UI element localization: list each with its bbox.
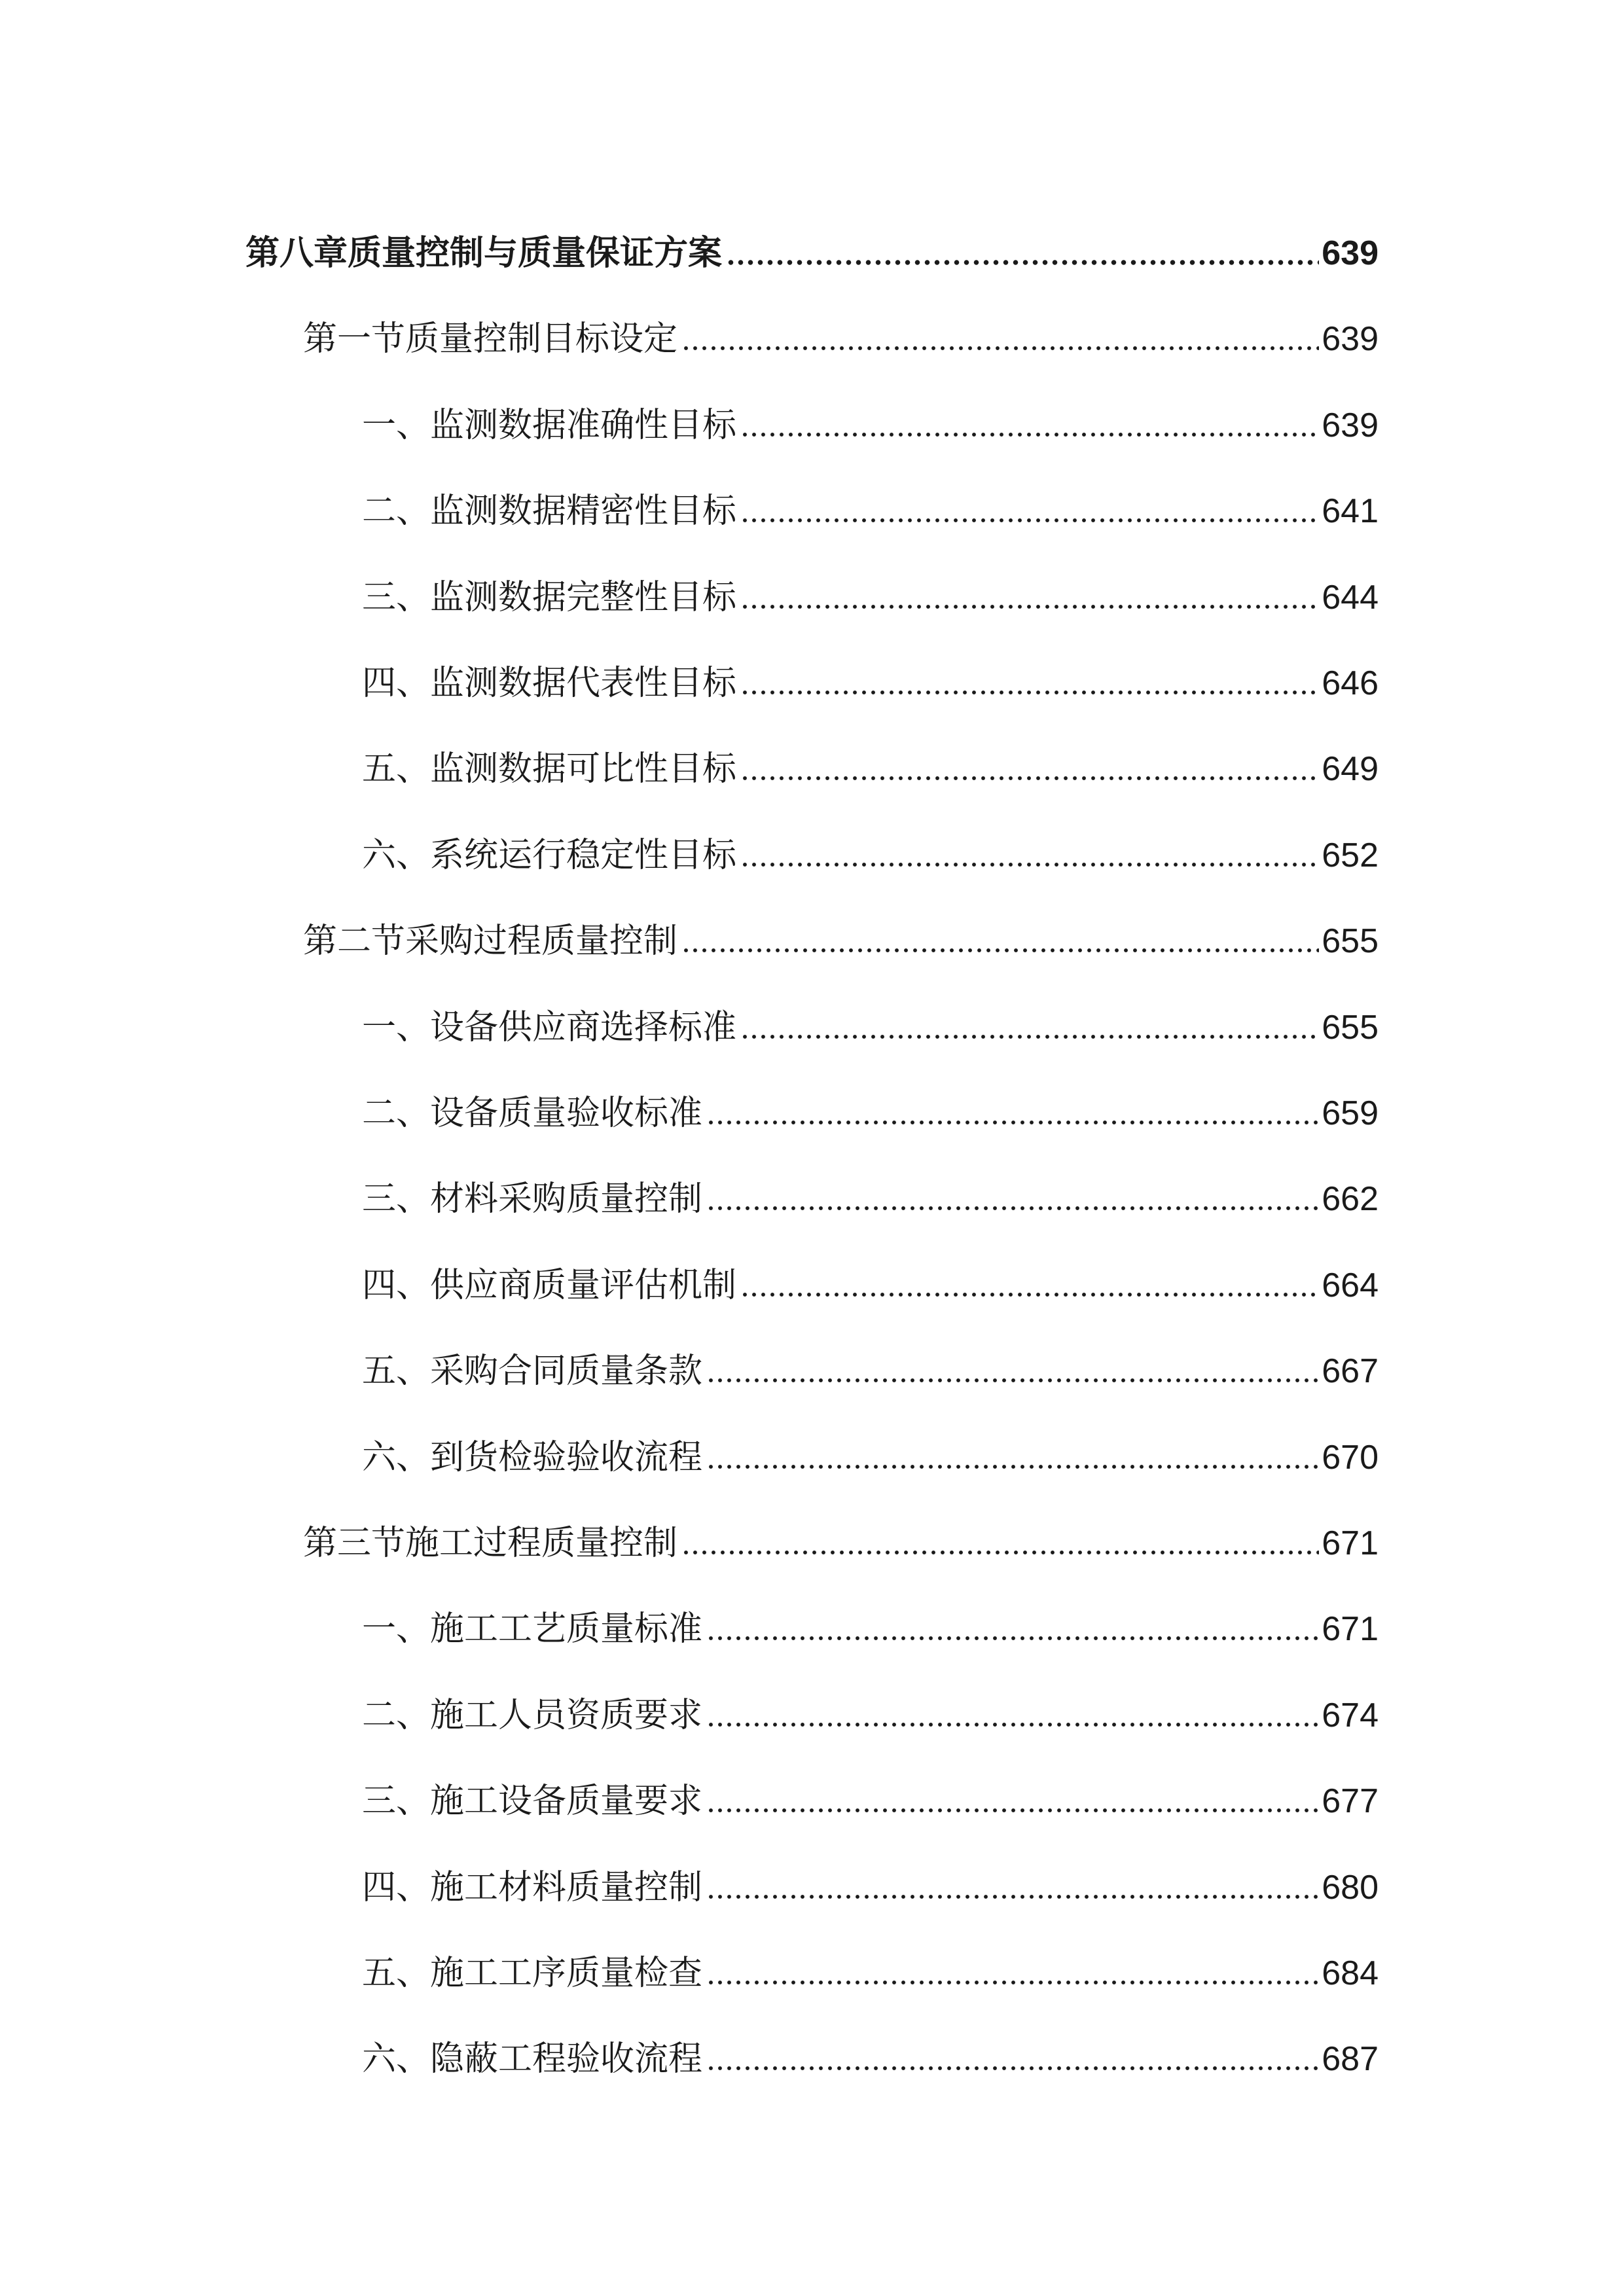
toc-entry-title: 二、施工人员资质要求: [362, 1696, 703, 1735]
toc-entry-title: 六、到货检验验收流程: [362, 1438, 703, 1477]
toc-dot-leader: [740, 1033, 1319, 1040]
toc-subsection-entry[interactable]: [362, 1597, 1379, 1649]
toc-page-number: 674: [1322, 1696, 1379, 1734]
toc-entry-title: 第三节施工过程质量控制: [303, 1524, 678, 1563]
toc-dot-leader: [706, 1635, 1319, 1641]
toc-entry-title: 六、系统运行稳定性目标: [362, 836, 737, 875]
toc-dot-leader: [740, 775, 1319, 781]
toc-entry-title: 四、施工材料质量控制: [362, 1868, 703, 1907]
toc-section-entry[interactable]: [303, 1511, 1379, 1564]
toc-dot-leader: [740, 689, 1319, 696]
toc-entry-title: 三、材料采购质量控制: [362, 1179, 703, 1219]
toc-subsection-entry[interactable]: [362, 1253, 1379, 1306]
toc-subsection-entry[interactable]: [362, 1769, 1379, 1821]
toc-section-entry[interactable]: [303, 909, 1379, 961]
toc-entry-title: 五、监测数据可比性目标: [362, 749, 737, 789]
toc-entry-title: 一、施工工艺质量标准: [362, 1609, 703, 1649]
toc-page-number: 671: [1322, 1610, 1379, 1648]
toc-page-number: 662: [1322, 1180, 1379, 1218]
toc-dot-leader: [740, 861, 1319, 868]
toc-page-number: 655: [1322, 922, 1379, 960]
toc-subsection-entry[interactable]: [362, 996, 1379, 1048]
toc-page-number: 687: [1322, 2040, 1379, 2078]
toc-page-number: 639: [1322, 320, 1379, 358]
toc-page-number: 667: [1322, 1352, 1379, 1390]
toc-dot-leader: [740, 431, 1319, 438]
toc-entry-title: 二、监测数据精密性目标: [362, 492, 737, 531]
toc-entry-title: 一、监测数据准确性目标: [362, 406, 737, 445]
toc-page-number: 652: [1322, 836, 1379, 874]
toc-page-number: 655: [1322, 1009, 1379, 1047]
toc-dot-leader: [706, 1119, 1319, 1126]
toc-entry-title: 五、施工工序质量检查: [362, 1954, 703, 1993]
toc-entry-title: 五、采购合同质量条款: [362, 1352, 703, 1391]
toc-entry-title: 一、设备供应商选择标准: [362, 1008, 737, 1047]
toc-entry-title: 六、隐蔽工程验收流程: [362, 2039, 703, 2079]
toc-page-number: 639: [1322, 234, 1379, 272]
toc-dot-leader: [706, 1979, 1319, 1986]
toc-page-number: 659: [1322, 1094, 1379, 1132]
toc-page-number: 639: [1322, 406, 1379, 444]
toc-entry-title: 四、供应商质量评估机制: [362, 1266, 737, 1305]
toc-subsection-entry[interactable]: [362, 1683, 1379, 1736]
toc-subsection-entry[interactable]: [362, 393, 1379, 446]
toc-page-number: 677: [1322, 1782, 1379, 1820]
toc-subsection-entry[interactable]: [362, 1941, 1379, 1994]
toc-subsection-entry[interactable]: [362, 823, 1379, 876]
toc-dot-leader: [706, 1721, 1319, 1728]
toc-dot-leader: [681, 345, 1319, 351]
toc-entry-title: 第一节质量控制目标设定: [303, 319, 678, 359]
toc-dot-leader: [740, 603, 1319, 610]
toc-subsection-entry[interactable]: [362, 651, 1379, 704]
toc-entry-title: 三、监测数据完整性目标: [362, 578, 737, 617]
toc-dot-leader: [706, 2065, 1319, 2072]
toc-page-number: 671: [1322, 1524, 1379, 1562]
toc-page-number: 644: [1322, 579, 1379, 617]
toc-entry-title: 二、设备质量验收标准: [362, 1094, 703, 1133]
toc-page-number: 680: [1322, 1869, 1379, 1907]
toc-page-number: 646: [1322, 664, 1379, 702]
toc-entry-title: 四、监测数据代表性目标: [362, 664, 737, 703]
toc-dot-leader: [681, 1549, 1319, 1556]
toc-dot-leader: [706, 1377, 1319, 1384]
toc-dot-leader: [740, 1291, 1319, 1298]
toc-dot-leader: [706, 1205, 1319, 1211]
toc-subsection-entry[interactable]: [362, 2027, 1379, 2079]
toc-page-number: 684: [1322, 1954, 1379, 1992]
toc-page-number: 664: [1322, 1266, 1379, 1304]
toc-dot-leader: [726, 259, 1319, 266]
toc-subsection-entry[interactable]: [362, 1167, 1379, 1219]
toc-subsection-entry[interactable]: [362, 1856, 1379, 1908]
toc-page-number: 641: [1322, 492, 1379, 530]
toc-subsection-entry[interactable]: [362, 737, 1379, 789]
toc-dot-leader: [706, 1893, 1319, 1900]
toc-entry-title: 第二节采购过程质量控制: [303, 922, 678, 961]
toc-dot-leader: [681, 947, 1319, 954]
toc-subsection-entry[interactable]: [362, 1081, 1379, 1134]
toc-page-number: 670: [1322, 1439, 1379, 1477]
toc-subsection-entry[interactable]: [362, 479, 1379, 531]
toc-subsection-entry[interactable]: [362, 1426, 1379, 1478]
toc-page-number: 649: [1322, 750, 1379, 788]
toc-dot-leader: [740, 517, 1319, 524]
toc-chapter-entry[interactable]: [245, 221, 1379, 274]
toc-dot-leader: [706, 1463, 1319, 1470]
toc-entry-title: 三、施工设备质量要求: [362, 1782, 703, 1821]
toc-subsection-entry[interactable]: [362, 1339, 1379, 1391]
toc-entry-title: 第八章质量控制与质量保证方案: [245, 234, 723, 273]
toc-subsection-entry[interactable]: [362, 565, 1379, 618]
toc-dot-leader: [706, 1807, 1319, 1814]
toc-section-entry[interactable]: [303, 307, 1379, 359]
